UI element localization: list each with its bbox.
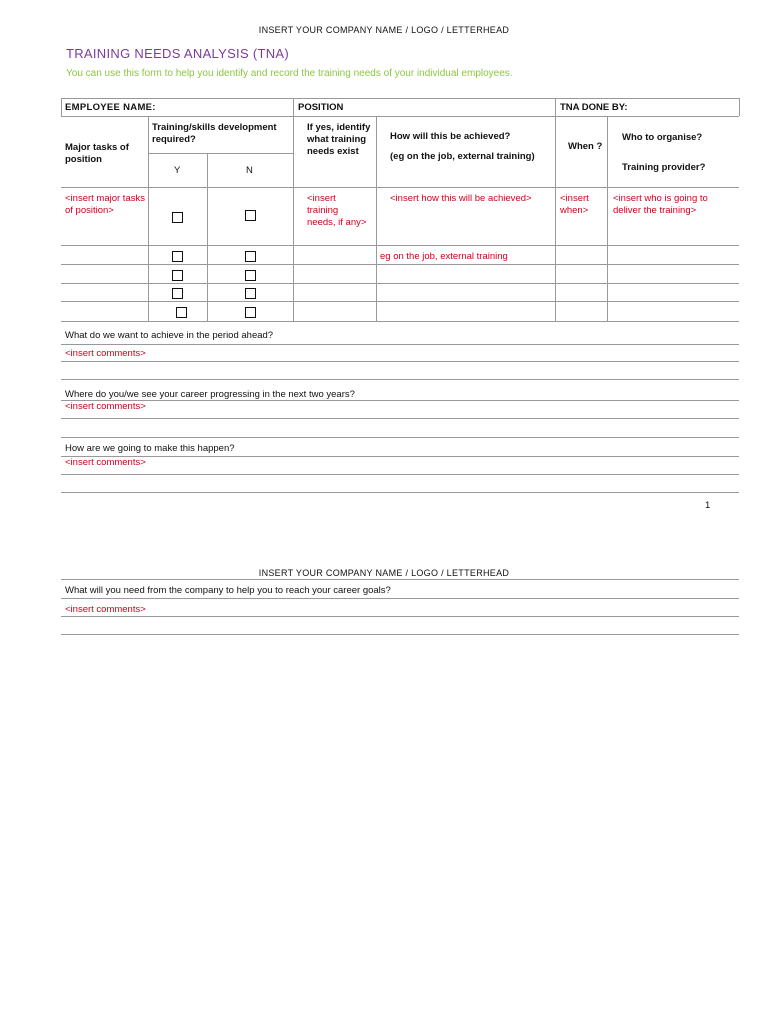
header-how-achieved: How will this be achieved? [390, 131, 511, 142]
checkbox-n[interactable] [245, 251, 256, 262]
header-how-achieved-eg: (eg on the job, external training) [390, 151, 535, 162]
divider [61, 344, 739, 345]
checkbox-y[interactable] [172, 212, 183, 223]
row1-who[interactable]: <insert who is going to deliver the training> [613, 193, 708, 216]
divider [61, 598, 739, 599]
divider [61, 634, 739, 635]
header-training-provider: Training provider? [622, 162, 706, 173]
checkbox-y[interactable] [172, 270, 183, 281]
checkbox-y[interactable] [172, 288, 183, 299]
table-border [61, 321, 739, 322]
divider [61, 361, 739, 362]
question-company-help: What will you need from the company to help you to reach your career goals? [65, 585, 391, 596]
row1-when[interactable]: <insert when> [560, 193, 589, 216]
divider [61, 379, 739, 380]
table-border [148, 153, 294, 154]
table-border [555, 98, 556, 321]
table-border [148, 116, 149, 321]
checkbox-y[interactable] [172, 251, 183, 262]
header-who-organise: Who to organise? [622, 132, 703, 143]
letterhead: INSERT YOUR COMPANY NAME / LOGO / LETTERHEAD [258, 25, 510, 35]
page-subtitle: You can use this form to help you identify and record the training needs of your individual employees. [66, 68, 513, 79]
header-y: Y [174, 165, 181, 176]
checkbox-n[interactable] [245, 307, 256, 318]
question-career: Where do you/we see your career progressing in the next two years? [65, 389, 355, 400]
table-border [61, 301, 739, 302]
table-border [739, 98, 740, 116]
letterhead: INSERT YOUR COMPANY NAME / LOGO / LETTERHEAD [258, 568, 510, 578]
divider [61, 400, 739, 401]
header-training-required: Training/skills development required? [152, 122, 277, 145]
table-border [61, 98, 739, 99]
table-border [207, 153, 208, 321]
table-border [61, 245, 739, 246]
checkbox-n[interactable] [245, 288, 256, 299]
header-if-yes: If yes, identify what training needs exist [307, 122, 371, 157]
divider [61, 437, 739, 438]
comment-field[interactable]: <insert comments> [65, 348, 146, 359]
divider [61, 418, 739, 419]
divider [61, 616, 739, 617]
table-border [61, 116, 739, 117]
header-n: N [246, 165, 253, 176]
comment-field[interactable]: <insert comments> [65, 604, 146, 615]
question-make-happen: How are we going to make this happen? [65, 443, 235, 454]
table-border [293, 98, 294, 321]
comment-field[interactable]: <insert comments> [65, 401, 146, 412]
divider [61, 474, 739, 475]
table-border [61, 187, 739, 188]
table-border [61, 264, 739, 265]
header-when: When ? [568, 141, 603, 152]
page-number: 1 [705, 500, 711, 511]
table-border [376, 116, 377, 321]
divider [61, 579, 739, 580]
divider [61, 456, 739, 457]
table-border [607, 116, 608, 321]
question-achieve: What do we want to achieve in the period ahead? [65, 330, 274, 341]
divider [61, 492, 739, 493]
table-border [61, 283, 739, 284]
checkbox-y[interactable] [176, 307, 187, 318]
comment-field[interactable]: <insert comments> [65, 457, 146, 468]
page-title: TRAINING NEEDS ANALYSIS (TNA) [66, 46, 289, 61]
header-major-tasks: Major tasks of position [65, 142, 129, 165]
checkbox-n[interactable] [245, 270, 256, 281]
row2-how[interactable]: eg on the job, external training [380, 251, 508, 262]
row1-how[interactable]: <insert how this will be achieved> [390, 193, 532, 204]
table-border [61, 98, 62, 116]
tna-done-by-label: TNA DONE BY: [560, 102, 628, 113]
employee-name-label: EMPLOYEE NAME: [65, 102, 156, 113]
checkbox-n[interactable] [245, 210, 256, 221]
row1-needs[interactable]: <insert training needs, if any> [307, 193, 367, 228]
position-label: POSITION [298, 102, 344, 113]
row1-tasks[interactable]: <insert major tasks of position> [65, 193, 145, 216]
